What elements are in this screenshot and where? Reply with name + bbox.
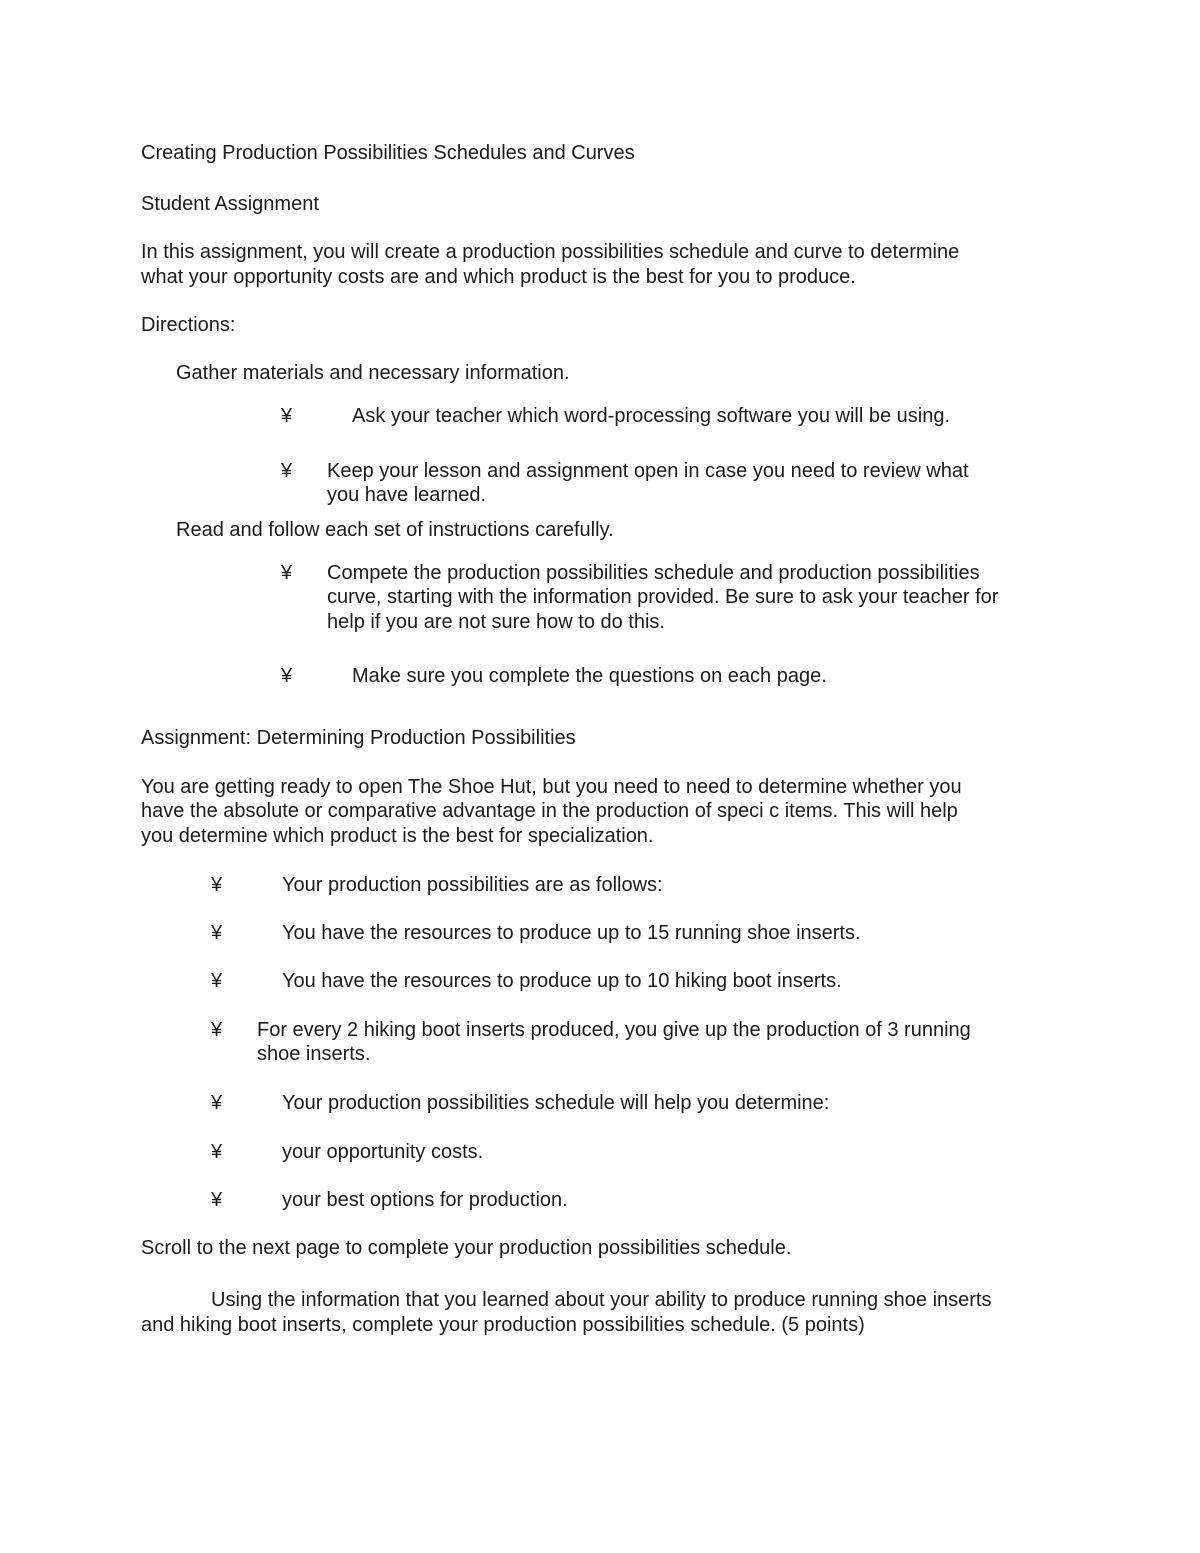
list-item-text: Your production possibilities are as follows: bbox=[282, 874, 663, 896]
yen-bullet-icon: ¥ bbox=[281, 562, 293, 584]
list-item-text: You have the resources to produce up to 15 running shoe inserts. bbox=[282, 922, 861, 944]
yen-bullet-icon: ¥ bbox=[211, 922, 223, 944]
scenario-line: have the absolute or comparative advantage in the production of speci c items. This will help bbox=[141, 800, 958, 822]
list-item-text: your best options for production. bbox=[282, 1189, 568, 1211]
yen-bullet-icon: ¥ bbox=[211, 874, 223, 896]
scroll-note: Scroll to the next page to complete your production possibilities schedule. bbox=[141, 1237, 792, 1259]
intro-line: In this assignment, you will create a production possibilities schedule and curve to determine bbox=[141, 241, 960, 263]
document-subtitle: Student Assignment bbox=[141, 193, 319, 215]
bullet-text: Make sure you complete the questions on each page. bbox=[352, 665, 827, 687]
yen-bullet-icon: ¥ bbox=[211, 970, 223, 992]
bullet-text: help if you are not sure how to do this. bbox=[327, 611, 665, 633]
bullet-text: Ask your teacher which word-processing software you will be using. bbox=[352, 405, 951, 427]
gather-heading: Gather materials and necessary information. bbox=[176, 362, 570, 384]
list-item-text: Your production possibilities schedule will help you determine: bbox=[282, 1092, 830, 1114]
final-line: and hiking boot inserts, complete your production possibilities schedule. (5 points) bbox=[141, 1314, 865, 1336]
intro-line: what your opportunity costs are and which product is the best for you to produce. bbox=[141, 266, 856, 288]
list-item-text: shoe inserts. bbox=[257, 1043, 371, 1065]
read-heading: Read and follow each set of instructions carefully. bbox=[176, 519, 614, 541]
yen-bullet-icon: ¥ bbox=[281, 405, 293, 427]
bullet-text: Keep your lesson and assignment open in case you need to review what bbox=[327, 460, 969, 482]
scenario-line: You are getting ready to open The Shoe Hut, but you need to need to determine whether you bbox=[141, 776, 962, 798]
bullet-text: you have learned. bbox=[327, 484, 487, 506]
yen-bullet-icon: ¥ bbox=[211, 1019, 223, 1041]
list-item-text: your opportunity costs. bbox=[282, 1141, 484, 1163]
yen-bullet-icon: ¥ bbox=[281, 665, 293, 687]
directions-label: Directions: bbox=[141, 314, 236, 336]
final-line: Using the information that you learned about your ability to produce running shoe inserts bbox=[211, 1289, 992, 1311]
yen-bullet-icon: ¥ bbox=[211, 1189, 223, 1211]
list-item-text: You have the resources to produce up to 10 hiking boot inserts. bbox=[282, 970, 842, 992]
list-item-text: For every 2 hiking boot inserts produced, you give up the production of 3 running bbox=[257, 1019, 971, 1041]
scenario-line: you determine which product is the best for specialization. bbox=[141, 825, 654, 847]
yen-bullet-icon: ¥ bbox=[281, 460, 293, 482]
bullet-text: Compete the production possibilities schedule and production possibilities bbox=[327, 562, 980, 584]
yen-bullet-icon: ¥ bbox=[211, 1092, 223, 1114]
bullet-text: curve, starting with the information provided. Be sure to ask your teacher for bbox=[327, 586, 999, 608]
yen-bullet-icon: ¥ bbox=[211, 1141, 223, 1163]
assignment-heading: Assignment: Determining Production Possibilities bbox=[141, 727, 576, 749]
document-title: Creating Production Possibilities Schedules and Curves bbox=[141, 142, 635, 164]
